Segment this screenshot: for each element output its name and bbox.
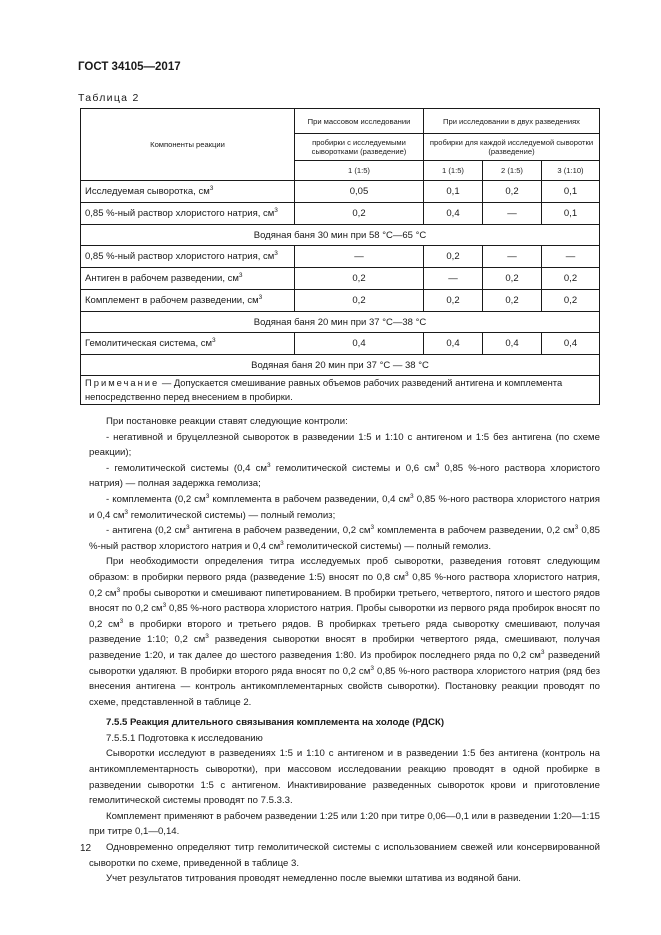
cell-d3: 0,4 bbox=[542, 333, 600, 355]
paragraph: - комплемента (0,2 $см^3$ комплемента в рабочем разведении, 0,4 $см^3$ 0,85 %-ного раствора хлористого натрия и 0,4 $см^3$ гемолитической системы) — полный гемолиз; bbox=[89, 492, 600, 521]
cell-d1: 0,4 bbox=[424, 333, 483, 355]
table-row: Гемолитическая система, $см^3$ 0,4 0,4 0,4 0,4 bbox=[81, 333, 600, 355]
paragraph: - антигена (0,2 $см^3$ антигена в рабочем разведении, 0,2 $см^3$ комплемента в рабочем разведении, 0,2 $см^3$ 0,85 %-ный раствор хлористого натрия и 0,4 $см^3$ гемолитической системы) — полный гемолиз. bbox=[89, 523, 601, 552]
paragraph: При необходимости определения титра исследуемых проб сыворотки, разведения готовят следующим образом: в пробирки первого ряда (разведение 1:5) вносят по 0,8 $см^3$ 0,85 %-ного раствора хлористого натрия, 0,2 $см^3$ пробы сыворотки и смешивают пипетированием. В пробирки третьего, четвертого, пятого и шестого рядов вносят по 0,2 $см^3$ 0,85 %-ного раствора хлористого натрия. Пробы сыворотки из первого ряда пробирок вносят по 0,2 $см^3$ в пробирки второго и третьего рядов. В пробирках третьего ряда сыворотку смешивают, получая разведение 1:10; 0,2 $см^3$ разведения сыворотки вносят в пробирки четвертого ряда, смешивают, получая разведение 1:20, и так далее до шестого разведения 1:80. Из пробирок последнего ряда по 0,2 $см^3$ разведений сыворотки удаляют. В пробирки второго ряда вносят по 0,2 $см^3$ 0,85 %-ного раствора хлористого натрия (ряд без внесения антигена — контроль антикомплементарных свойств сыворотки). Постановку реакции проводят по схеме, представленной в таблице 2. bbox=[89, 556, 600, 708]
row-label: Антиген в рабочем разведении, см bbox=[85, 273, 239, 284]
row-label: Гемолитическая система, см bbox=[85, 338, 213, 349]
dilution-1: 1 (1:5) bbox=[424, 161, 483, 181]
dilution-3: 3 (1:10) bbox=[542, 161, 600, 181]
cell-d3: 0,1 bbox=[542, 203, 600, 225]
header-mass: При массовом исследовании bbox=[295, 109, 424, 134]
paragraph: Комплемент применяют в рабочем разведении 1:25 или 1:20 при титре 0,06—0,1 или в разведении 1:20—1:15 при титре 0,1—0,14. bbox=[89, 810, 600, 838]
water-bath-row: Водяная баня 20 мин при 37 °С — 38 °С bbox=[81, 355, 600, 376]
row-label: 0,85 %-ный раствор хлористого натрия, см bbox=[85, 208, 275, 219]
cell-d2: 0,2 bbox=[483, 290, 542, 312]
cell-mass: 0,2 bbox=[295, 268, 424, 290]
cell-mass: 0,2 bbox=[295, 203, 424, 225]
cell-mass: — bbox=[295, 246, 424, 268]
cell-d2: 0,2 bbox=[483, 268, 542, 290]
cell-d1: 0,1 bbox=[424, 181, 483, 203]
table-row: Комплемент в рабочем разведении, $см^3$ 0,2 0,2 0,2 0,2 bbox=[81, 290, 600, 312]
paragraph: Учет результатов титрования проводят немедленно после выемки штатива из водяной бани. bbox=[106, 873, 521, 885]
cell-d3: 0,1 bbox=[542, 181, 600, 203]
paragraph: - гемолитической системы (0,4 $см^3$ гемолитической системы и 0,6 $см^3$ 0,85 %-ного раствора хлористого натрия) — полная задержка гемолиза; bbox=[89, 461, 600, 490]
row-label: Комплемент в рабочем разведении, см bbox=[85, 295, 259, 306]
cell-d2: 0,2 bbox=[483, 181, 542, 203]
cell-d1: 0,2 bbox=[424, 246, 483, 268]
subheader-mass: пробирки с исследуемыми сыворотками (разведение) bbox=[295, 134, 424, 161]
table-row: Исследуемая сыворотка, $см^3$ 0,05 0,1 0,2 0,1 bbox=[81, 181, 600, 203]
water-bath-row: Водяная баня 20 мин при 37 °С—38 °С bbox=[81, 312, 600, 333]
reaction-table bbox=[80, 108, 600, 405]
dilution-mass: 1 (1:5) bbox=[295, 161, 424, 181]
cell-mass: 0,05 bbox=[295, 181, 424, 203]
paragraph: Одновременно определяют титр гемолитической системы с использованием свежей или консервированной сыворотки по схеме, приведенной в таблице 3. bbox=[89, 842, 600, 869]
section-heading: 7.5.5 Реакция длительного связывания комплемента на холоде (РДСК) bbox=[106, 717, 445, 729]
table-row: 0,85 %-ный раствор хлористого натрия, $см^3$ 0,2 0,4 — 0,1 bbox=[81, 203, 600, 225]
standard-header: ГОСТ 34105—2017 bbox=[78, 61, 181, 73]
paragraph: При постановке реакции ставят следующие контроли: bbox=[106, 416, 348, 427]
cell-d1: 0,2 bbox=[424, 290, 483, 312]
cell-d3: 0,2 bbox=[542, 290, 600, 312]
dilution-2: 2 (1:5) bbox=[483, 161, 542, 181]
paragraph: Сыворотки исследуют в разведениях 1:5 и 1:10 с антигеном и в разведении 1:5 без антигена (контроль на антикомплементарность сыворотки), при массовом исследовании реакцию проводят в одной пробирке в разведении сыворотки 1:5 с антигеном. Инактивирование разведенных сывороток крови и приготовление гемолитической системы проводят по 7.5.3.3. bbox=[89, 748, 600, 807]
row-label: 0,85 %-ный раствор хлористого натрия, см bbox=[85, 251, 275, 262]
header-components: Компоненты реакции bbox=[81, 109, 295, 181]
cell-d2: 0,4 bbox=[483, 333, 542, 355]
cell-mass: 0,4 bbox=[295, 333, 424, 355]
body-text bbox=[89, 414, 600, 887]
page-number: 12 bbox=[80, 843, 92, 854]
note-text: — Допускается смешивание равных объемов рабочих разведений антигена и комплемента непосредственно перед внесением в пробирки. bbox=[85, 377, 563, 402]
cell-d3: — bbox=[542, 246, 600, 268]
cell-mass: 0,2 bbox=[295, 290, 424, 312]
cell-d3: 0,2 bbox=[542, 268, 600, 290]
table-row: Антиген в рабочем разведении, $см^3$ 0,2 — 0,2 0,2 bbox=[81, 268, 600, 290]
paragraph: - негативной и бруцеллезной сывороток в разведении 1:5 и 1:10 с антигеном и 1:5 без антигена (по схеме реакции); bbox=[89, 431, 600, 459]
table-row: 0,85 %-ный раствор хлористого натрия, $см^3$ — 0,2 — — bbox=[81, 246, 600, 268]
row-label: Исследуемая сыворотка, см bbox=[85, 186, 210, 197]
water-bath-row: Водяная баня 30 мин при 58 °С—65 °С bbox=[81, 225, 600, 246]
subsection-heading: 7.5.5.1 Подготовка к исследованию bbox=[106, 732, 263, 744]
header-two-dilutions: При исследовании в двух разведениях bbox=[424, 109, 600, 134]
cell-d1: — bbox=[424, 268, 483, 290]
table-note bbox=[81, 376, 600, 405]
note-label: Примечание bbox=[85, 377, 160, 388]
subheader-two: пробирки для каждой исследуемой сыворотки (разведение) bbox=[424, 134, 600, 161]
cell-d2: — bbox=[483, 246, 542, 268]
table-caption: Таблица 2 bbox=[78, 92, 140, 104]
cell-d2: — bbox=[483, 203, 542, 225]
cell-d1: 0,4 bbox=[424, 203, 483, 225]
